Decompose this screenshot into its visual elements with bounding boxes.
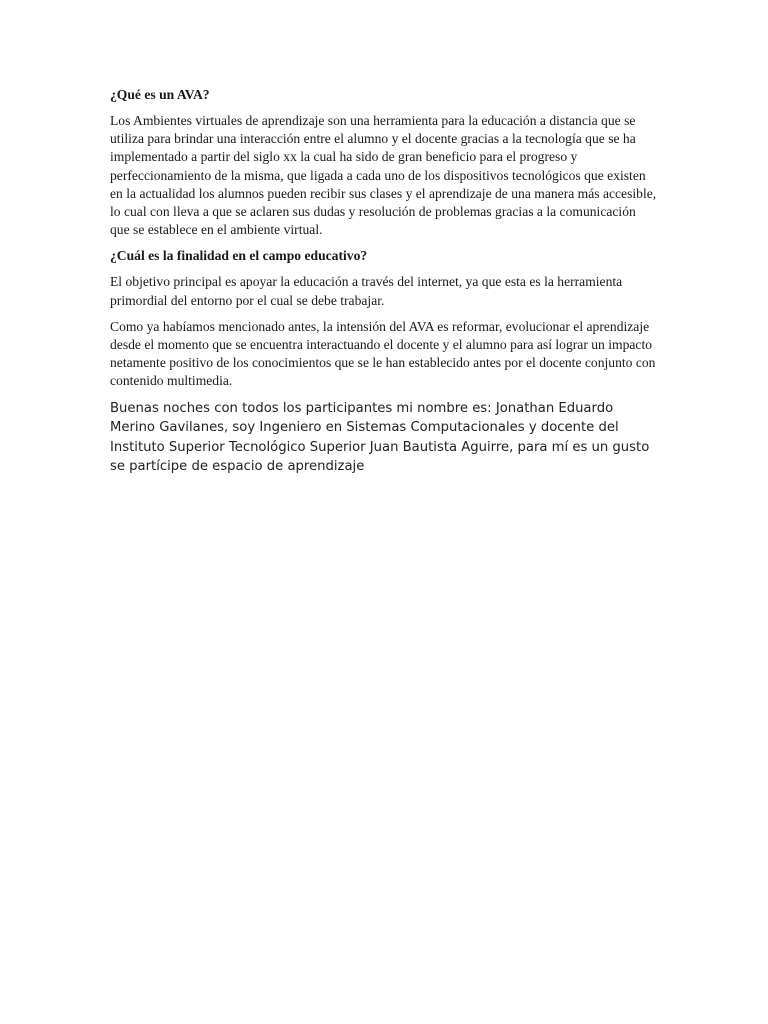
paragraph-definition: Los Ambientes virtuales de aprendizaje son una herramienta para la educación a distancia que se utiliza para brindar una interacción entre el alumno y el docente gracias a la tecnología que se ha implementado a partir del siglo xx la cual ha sido de gran beneficio para el progreso y perfeccionamiento de la misma, que ligada a cada uno de los dispositivos tecnológicos que existen en la actualidad los alumnos pueden recibir sus clases y el aprendizaje de una manera más accesible, lo cual con lleva a que se aclaren sus dudas y resolución de problemas gracias a la comunicación que se establece en el ambiente virtual. bbox=[110, 113, 657, 238]
heading-finalidad: ¿Cuál es la finalidad en el campo educativo? bbox=[110, 248, 368, 264]
heading-que-es-ava: ¿Qué es un AVA? bbox=[110, 87, 210, 102]
paragraph-purpose: Como ya habíamos mencionado antes, la intensión del AVA es reformar, evolucionar el aprendizaje desde el momento que se encuentra interactuando el docente y el alumno para así lograr un impacto netamente positivo de los conocimientos que se le han establecido antes por el docente conjunto con contenido multimedia. bbox=[110, 318, 656, 389]
document-body bbox=[110, 86, 658, 477]
paragraph-introduction: Buenas noches con todos los participantes mi nombre es: Jonathan Eduardo Merino Gavilanes, soy Ingeniero en Sistemas Computacionales y docente del Instituto Superior Tecnológico Superior Juan Bautista Aguirre, para mí es un gusto se partícipe de espacio de aprendizaje bbox=[110, 400, 650, 475]
paragraph-objective: El objetivo principal es apoyar la educación a través del internet, ya que esta es la herramienta primordial del entorno por el cual se debe trabajar. bbox=[110, 274, 623, 308]
